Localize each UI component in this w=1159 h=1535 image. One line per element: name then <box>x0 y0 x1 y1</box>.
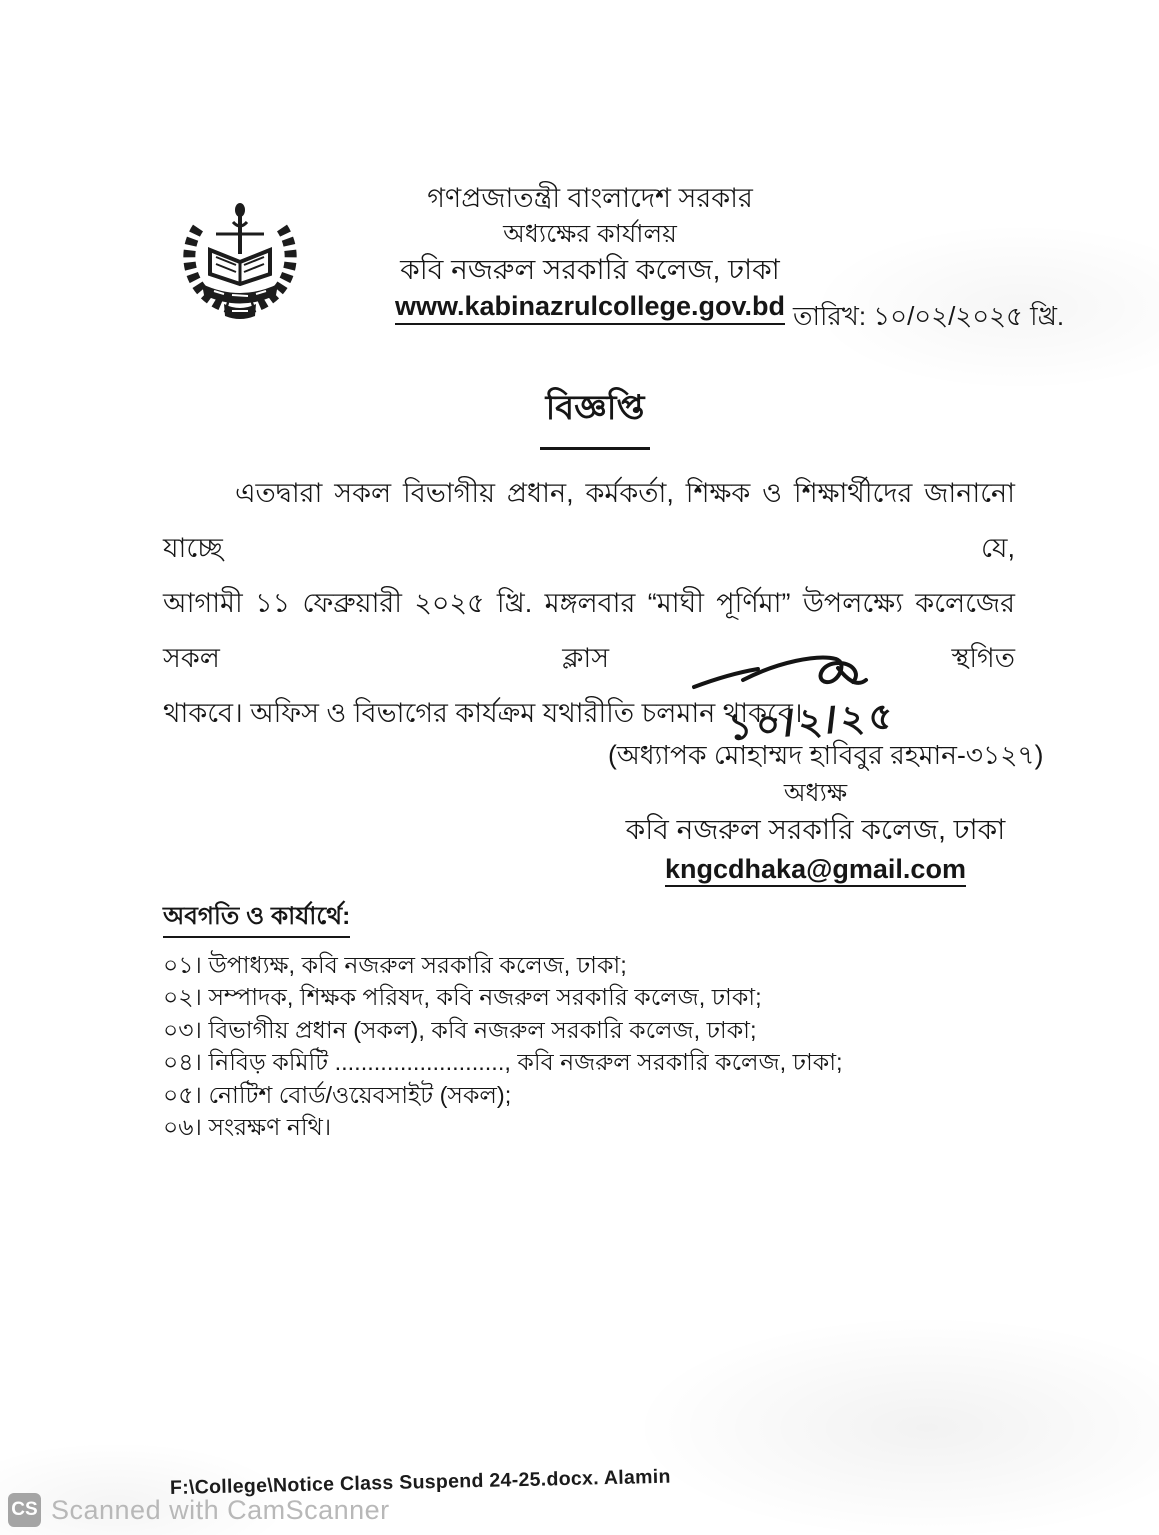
notice-date: তারিখ: ১০/০২/২০২৫ খ্রি. <box>793 301 1065 331</box>
distribution-item-6: ০৬। সংরক্ষণ নথি। <box>163 1114 332 1140</box>
distribution-list <box>163 900 843 1144</box>
camscanner-watermark <box>8 1493 390 1527</box>
signatory-email: kngcdhaka@gmail.com <box>608 854 1023 885</box>
government-name: গণপ্রজাতন্ত্রী বাংলাদেশ সরকার <box>427 183 753 213</box>
distribution-item-1: ০১। উপাধ্যক্ষ, কবি নজরুল সরকারি কলেজ, ঢাকা; <box>163 951 627 978</box>
notice-title-row <box>35 382 1155 450</box>
signatory-name: (অধ্যাপক মোহাম্মদ হাবিবুর রহমান-৩১২৭) <box>608 740 1044 770</box>
camscanner-watermark-text: Scanned with CamScanner <box>51 1494 390 1525</box>
distribution-items <box>163 949 843 1144</box>
signatory-college: কবি নজরুল সরকারি কলেজ, ঢাকা <box>625 814 1006 846</box>
body-line-1: এতদ্বারা সকল বিভাগীয় প্রধান, কর্মকর্তা, শিক্ষক ও শিক্ষার্থীদের জানানো যাচ্ছে যে, <box>163 478 1015 563</box>
letterhead <box>350 183 830 322</box>
office-name: অধ্যক্ষের কার্যালয় <box>503 220 677 249</box>
signature-handwritten-date: ১০/২/২৫ <box>726 695 898 748</box>
college-seal-icon <box>176 192 304 320</box>
signatory-designation: অধ্যক্ষ <box>783 779 848 808</box>
body-line-3: থাকবে। অফিস ও বিভাগের কার্যক্রম যথারীতি চলমান থাকবে। <box>163 698 803 728</box>
notice-title: বিজ্ঞপ্তি <box>540 382 651 450</box>
distribution-item-4: ০৪। নিবিড় কমিটি .........................., কবি নজরুল সরকারি কলেজ, ঢাকা; <box>163 1049 843 1075</box>
college-website: www.kabinazrulcollege.gov.bd <box>350 291 830 322</box>
body-line-2: আগামী ১১ ফেব্রুয়ারী ২০২৫ খ্রি. মঙ্গলবার “মাঘী পূর্ণিমা” উপলক্ষ্যে কলেজের সকল ক্লাস স্থগিত <box>163 588 1015 673</box>
signatory-block <box>608 740 1044 885</box>
college-name: কবি নজরুল সরকারি কলেজ, ঢাকা <box>400 253 780 285</box>
distribution-item-3: ০৩। বিভাগীয় প্রধান (সকল), কবি নজরুল সরকারি কলেজ, ঢাকা; <box>163 1016 757 1043</box>
camscanner-badge-icon: CS <box>8 1493 41 1527</box>
distribution-heading: অবগতি ও কার্যার্থে: <box>163 901 350 938</box>
distribution-item-5: ০৫। নোটিশ বোর্ড/ওয়েবসাইট (সকল); <box>163 1081 512 1108</box>
distribution-item-2: ০২। সম্পাদক, শিক্ষক পরিষদ, কবি নজরুল সরকারি কলেজ, ঢাকা; <box>163 984 762 1010</box>
document-file-path: F:\College\Notice Class Suspend 24-25.docx. Alamin <box>169 1465 671 1499</box>
